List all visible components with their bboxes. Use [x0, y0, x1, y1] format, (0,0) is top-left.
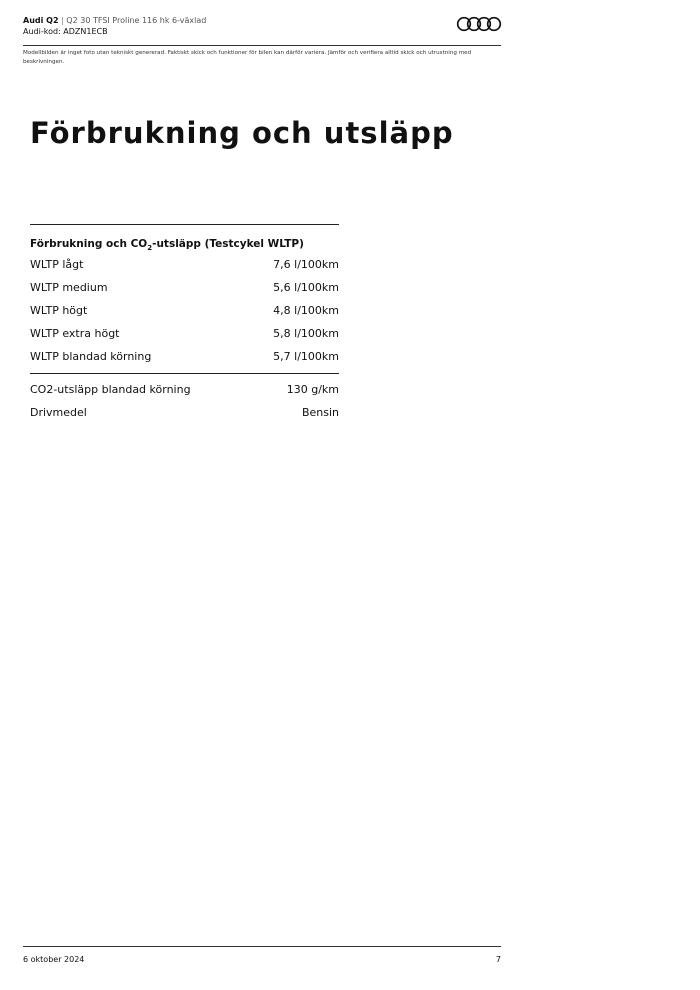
row-label: CO2-utsläpp blandad körning	[30, 383, 191, 396]
table-top-divider	[30, 224, 339, 225]
row-value: 5,6 l/100km	[273, 281, 339, 294]
row-value: 5,7 l/100km	[273, 350, 339, 363]
model-separator: |	[58, 16, 67, 25]
document-header	[23, 15, 501, 37]
consumption-heading	[30, 236, 339, 253]
row-value: 7,6 l/100km	[273, 258, 339, 271]
row-label: WLTP blandad körning	[30, 350, 152, 363]
table-row	[30, 345, 339, 368]
consumption-table	[30, 224, 339, 424]
table-row	[30, 276, 339, 299]
heading-subscript: 2	[147, 244, 153, 253]
table-row	[30, 378, 339, 401]
audi-code: Audi-kod: ADZN1ECB	[23, 27, 108, 36]
row-label: WLTP högt	[30, 304, 88, 317]
heading-suffix: -utsläpp (Testcykel WLTP)	[152, 238, 304, 250]
page-title: Förbrukning och utsläpp	[30, 116, 454, 150]
row-value: 5,8 l/100km	[273, 327, 339, 340]
row-label: Drivmedel	[30, 406, 87, 419]
model-variant: Q2 30 TFSI Proline 116 hk 6-växlad	[66, 16, 207, 25]
row-value: 4,8 l/100km	[273, 304, 339, 317]
model-line	[23, 15, 501, 26]
footer-divider	[23, 946, 501, 947]
model-brand: Audi Q2	[23, 16, 59, 25]
header-divider	[23, 45, 501, 46]
table-row	[30, 253, 339, 276]
heading-prefix: Förbrukning och CO	[30, 238, 148, 250]
table-row	[30, 401, 339, 424]
row-label: WLTP medium	[30, 281, 108, 294]
audi-four-rings-icon	[456, 16, 502, 32]
table-row	[30, 299, 339, 322]
row-label: WLTP extra högt	[30, 327, 120, 340]
page-number: 7	[495, 955, 501, 964]
table-section-divider	[30, 373, 339, 374]
table-row	[30, 322, 339, 345]
disclaimer-text: Modellbilden är inget foto utan tekniskt genererad. Faktiskt skick och funktioner för bilen kan därför variera. Jämför och verifiera alltid skick och utrustning med beskrivningen.	[23, 50, 472, 65]
row-value: 130 g/km	[286, 383, 339, 396]
row-label: WLTP lågt	[30, 258, 84, 271]
footer-date: 6 oktober 2024	[23, 955, 85, 964]
row-value: Bensin	[301, 406, 339, 419]
